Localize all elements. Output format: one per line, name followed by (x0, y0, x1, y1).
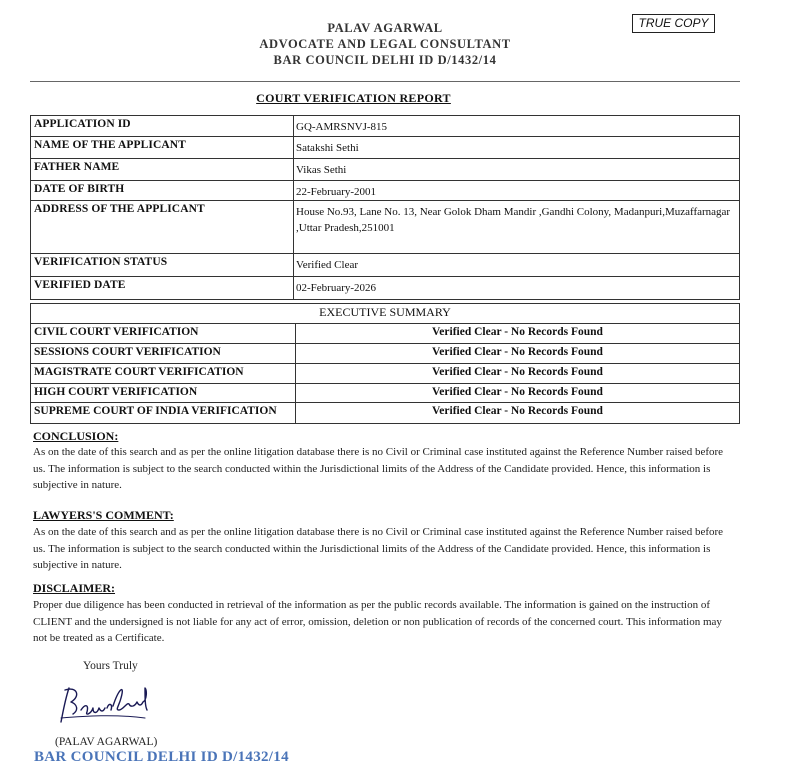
table-row (31, 116, 740, 137)
lawyers-comment-text: As on the date of this search and as per the online litigation database there is no Civil or Criminal case instituted against the Reference Number raised before us. The information is subject to the search conducted within the Jurisdictional limits of the Address of the Candidate provided. Hence, this information is subjective in nature. (33, 526, 724, 571)
row-value: Verified Clear (294, 254, 740, 277)
conclusion-text: As on the date of this search and as per the online litigation database there is no Civil or Criminal case instituted against the Reference Number raised before us. The information is subject to the search conducted within the Jurisdictional limits of the Address of the Candidate provided. Hence, this information is subjective in nature. (33, 446, 724, 491)
header-divider (30, 81, 740, 82)
row-label: CIVIL COURT VERIFICATION (31, 324, 296, 344)
row-label: FATHER NAME (31, 159, 294, 181)
table-row (31, 201, 740, 254)
advocate-name: PALAV AGARWAL (327, 21, 443, 35)
row-label: VERIFIED DATE (31, 277, 294, 300)
report-title: COURT VERIFICATION REPORT (256, 91, 451, 105)
table-row (31, 403, 740, 424)
bar-council-id: BAR COUNCIL DELHI ID D/1432/14 (273, 53, 497, 67)
summary-heading: EXECUTIVE SUMMARY (31, 304, 740, 324)
table-row (31, 344, 740, 364)
row-value: Verified Clear - No Records Found (296, 403, 740, 424)
table-row (31, 137, 740, 159)
applicant-details-table (30, 115, 740, 300)
row-value: Verified Clear - No Records Found (296, 344, 740, 364)
signatory-name: (PALAV AGARWAL) (55, 736, 158, 748)
disclaimer-text: Proper due diligence has been conducted in retrieval of the information as per the public records available. The information is gained on the instruction of CLIENT and the undersigned is not liable for any act of error, omission, deletion or non publication of records of the concerned court. This information may not be treated as a Certificate. (33, 599, 722, 644)
row-label: ADDRESS OF THE APPLICANT (31, 201, 294, 254)
table-row (31, 364, 740, 384)
executive-summary-table (30, 303, 740, 424)
closing-salutation: Yours Truly (83, 660, 138, 672)
signature-image (55, 680, 155, 730)
row-value: GQ-AMRSNVJ-815 (294, 116, 740, 137)
row-label: MAGISTRATE COURT VERIFICATION (31, 364, 296, 384)
conclusion-heading: CONCLUSION: (33, 429, 119, 443)
table-row (31, 181, 740, 201)
row-value: 02-February-2026 (294, 277, 740, 300)
table-row (31, 277, 740, 300)
row-label: DATE OF BIRTH (31, 181, 294, 201)
table-row (31, 159, 740, 181)
row-label: SUPREME COURT OF INDIA VERIFICATION (31, 403, 296, 424)
row-value: Verified Clear - No Records Found (296, 384, 740, 403)
row-label: APPLICATION ID (31, 116, 294, 137)
footer-bar-council-id: BAR COUNCIL DELHI ID D/1432/14 (34, 749, 289, 765)
row-value: Vikas Sethi (294, 159, 740, 181)
row-label: SESSIONS COURT VERIFICATION (31, 344, 296, 364)
row-value: Verified Clear - No Records Found (296, 364, 740, 384)
table-row (31, 254, 740, 277)
advocate-title: ADVOCATE AND LEGAL CONSULTANT (259, 37, 511, 51)
row-value: Satakshi Sethi (294, 137, 740, 159)
row-value: Verified Clear - No Records Found (296, 324, 740, 344)
row-value: 22-February-2001 (294, 181, 740, 201)
row-label: VERIFICATION STATUS (31, 254, 294, 277)
true-copy-stamp: TRUE COPY (632, 14, 715, 33)
table-row (31, 384, 740, 403)
disclaimer-heading: DISCLAIMER: (33, 581, 116, 595)
row-label: HIGH COURT VERIFICATION (31, 384, 296, 403)
lawyers-comment-heading: LAWYERS'S COMMENT: (33, 508, 174, 522)
row-value: House No.93, Lane No. 13, Near Golok Dham Mandir ,Gandhi Colony, Madanpuri,Muzaffarnagar ,Uttar Pradesh,251001 (294, 201, 740, 254)
table-row (31, 324, 740, 344)
table-header-row (31, 304, 740, 324)
row-label: NAME OF THE APPLICANT (31, 137, 294, 159)
